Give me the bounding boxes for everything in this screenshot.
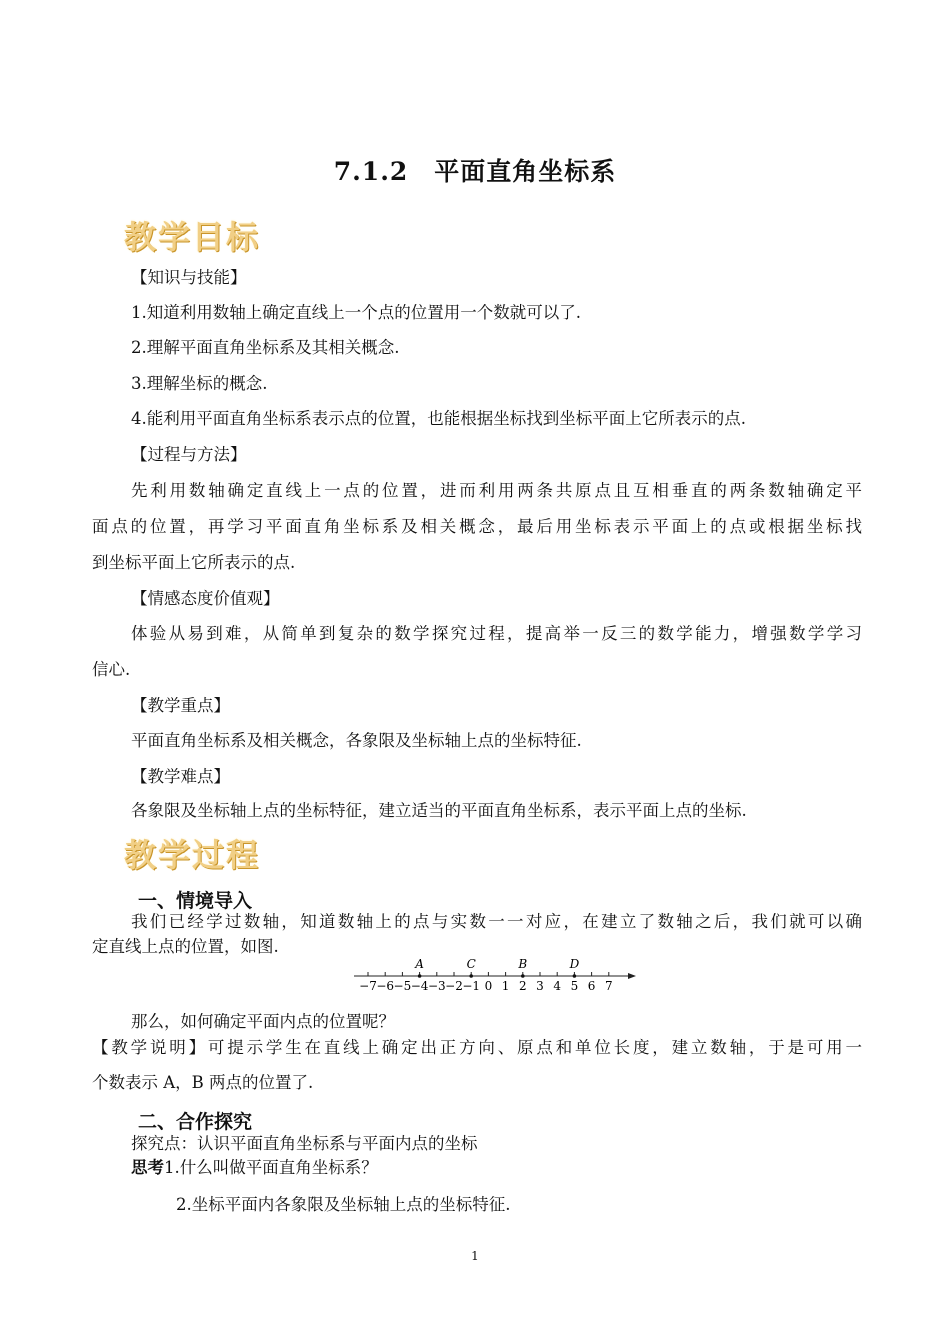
- emotion-paragraph-line: 信心.: [92, 660, 131, 679]
- number-line-tick-label: −3: [427, 979, 446, 993]
- number-line-tick-label: −2: [445, 979, 463, 993]
- part2-heading: 二、合作探究: [138, 1111, 253, 1133]
- number-line-tick-label: 2: [518, 979, 527, 993]
- knowledge-item: 3.理解坐标的概念.: [131, 374, 268, 393]
- number-line-tick-label: 7: [604, 979, 613, 993]
- think-question-1-text: 1.什么叫做平面直角坐标系？: [164, 1158, 378, 1177]
- difficult-point-text: 各象限及坐标轴上点的坐标特征，建立适当的平面直角坐标系，表示平面上点的坐标.: [131, 801, 747, 820]
- number-line-tick-label: −6: [376, 979, 395, 993]
- knowledge-item: 1.知道利用数轴上确定直线上一个点的位置用一个数就可以了.: [131, 303, 581, 322]
- intro-paragraph-line: 我们已经学过数轴，知道数轴上的点与实数一一对应，在建立了数轴之后，我们就可以确: [131, 912, 862, 931]
- number-line-point: [521, 974, 525, 978]
- number-line-arrow: [628, 973, 636, 979]
- teaching-process-heading: 教学过程: [124, 836, 261, 874]
- number-line-point-label: B: [518, 957, 528, 971]
- page-number: 1: [471, 1249, 479, 1263]
- number-line-tick-label: −1: [462, 979, 481, 993]
- process-paragraph-line: 先利用数轴确定直线上一点的位置，进而利用两条共原点且互相垂直的两条数轴确定平: [131, 481, 862, 500]
- number-line-point-label: D: [569, 957, 580, 971]
- number-line-tick-label: −5: [393, 979, 412, 993]
- explore-point: 探究点：认识平面直角坐标系与平面内点的坐标: [131, 1134, 478, 1153]
- page-title: 7.1.2 平面直角坐标系: [333, 157, 617, 186]
- number-line-tick-label: 6: [587, 979, 596, 993]
- number-line-point: [573, 974, 577, 978]
- number-line-point-label: A: [415, 957, 424, 971]
- number-line-point: [418, 974, 422, 978]
- knowledge-label: 【知识与技能】: [131, 268, 247, 287]
- number-line-tick-label: 3: [536, 979, 544, 993]
- teaching-note-line: 【教学说明】可提示学生在直线上确定出正方向、原点和单位长度，建立数轴，于是可用一: [92, 1038, 862, 1057]
- difficult-point-label: 【教学难点】: [131, 767, 230, 786]
- teaching-note-line: 个数表示 A，B 两点的位置了.: [92, 1073, 314, 1092]
- number-line-point-label: C: [466, 957, 476, 971]
- process-paragraph-line: 到坐标平面上它所表示的点.: [92, 553, 296, 572]
- knowledge-item: 2.理解平面直角坐标系及其相关概念.: [131, 338, 400, 357]
- emotion-label: 【情感态度价值观】: [131, 589, 280, 608]
- intro-paragraph-line: 定直线上点的位置，如图.: [92, 937, 279, 956]
- process-paragraph-line: 面点的位置，再学习平面直角坐标系及相关概念，最后用坐标表示平面上的点或根据坐标找: [92, 517, 862, 536]
- number-line-tick-label: −4: [410, 979, 429, 993]
- question-text: 那么，如何确定平面内点的位置呢？: [131, 1012, 395, 1031]
- number-line-point: [469, 974, 473, 978]
- number-line-tick-label: 1: [501, 979, 510, 993]
- teaching-goals-heading: 教学目标: [124, 218, 261, 256]
- number-line-tick-label: 4: [553, 979, 562, 993]
- think-question-1: [131, 1158, 901, 1178]
- knowledge-item: 4.能利用平面直角坐标系表示点的位置，也能根据坐标找到坐标平面上它所表示的点.: [131, 409, 746, 428]
- number-line-tick-label: 5: [570, 979, 579, 993]
- process-method-label: 【过程与方法】: [131, 445, 247, 464]
- emotion-paragraph-line: 体验从易到难，从简单到复杂的数学探究过程，提高举一反三的数学能力，增强数学学习: [131, 624, 862, 643]
- think-question-2: 2.坐标平面内各象限及坐标轴上点的坐标特征.: [176, 1195, 511, 1214]
- number-line-tick-label: 0: [484, 979, 493, 993]
- key-point-label: 【教学重点】: [131, 696, 230, 715]
- number-line-tick-label: −7: [359, 979, 377, 993]
- part1-heading: 一、情境导入: [138, 890, 253, 912]
- key-point-text: 平面直角坐标系及相关概念，各象限及坐标轴上点的坐标特征.: [131, 731, 582, 750]
- number-line-figure: [350, 955, 640, 995]
- think-label: 思考: [131, 1158, 164, 1177]
